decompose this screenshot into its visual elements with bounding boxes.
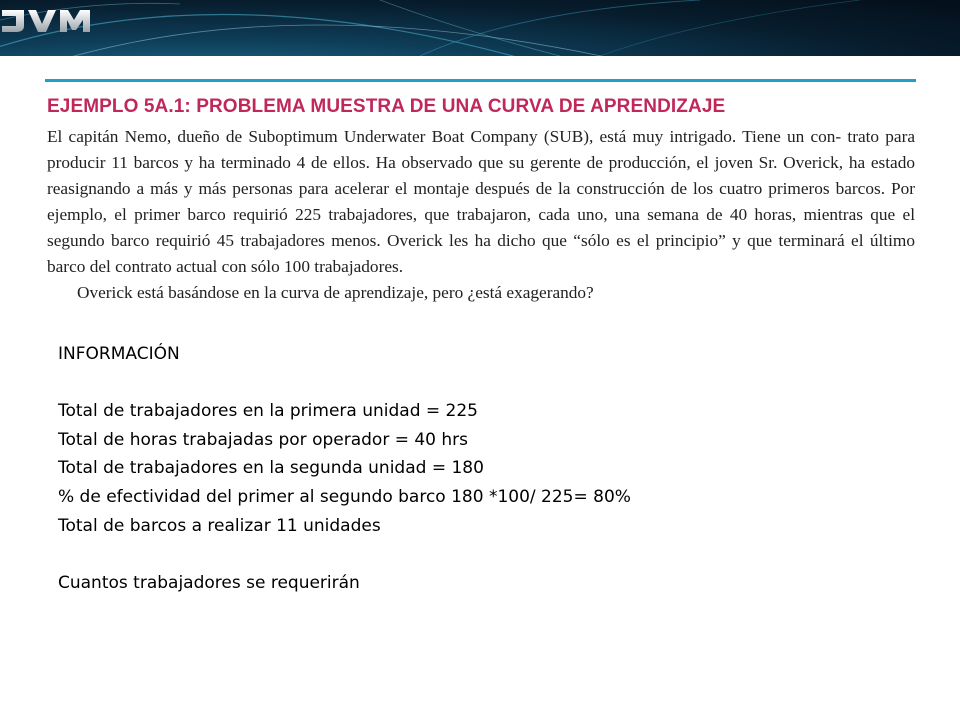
example-title: EJEMPLO 5A.1: PROBLEMA MUESTRA DE UNA CURVA DE APRENDIZAJE bbox=[47, 96, 726, 117]
example-question: Overick está basándose en la curva de aprendizaje, pero ¿está exagerando? bbox=[77, 283, 594, 302]
header-banner bbox=[0, 0, 960, 56]
spacer bbox=[58, 369, 631, 398]
info-line: Total de horas trabajadas por operador = 40 hrs bbox=[58, 429, 469, 450]
info-block bbox=[58, 340, 631, 597]
info-line: Total de trabajadores en la primera unidad = 225 bbox=[58, 401, 478, 422]
info-line: Total de barcos a realizar 11 unidades bbox=[58, 515, 381, 536]
info-heading: INFORMACIÓN bbox=[58, 344, 180, 364]
jvm-logo-icon bbox=[0, 0, 92, 34]
accent-rule bbox=[45, 79, 916, 82]
info-line: % de efectividad del primer al segundo barco 180 *100/ 225= 80% bbox=[58, 486, 631, 507]
example-paragraph: El capitán Nemo, dueño de Suboptimum Underwater Boat Company (SUB), está muy intrigado. Tiene un con- trato para producir 11 barcos y ha terminado 4 de ellos. Ha observado que su gerente de producción, el joven Sr. Overick, ha estado reasignando a más y más personas para acelerar el montaje después de la construcción de los cuatro primeros barcos. Por ejemplo, el primer barco requirió 225 trabajadores, que trabajaron, cada uno, una semana de 40 horas, mientras que el segundo barco requirió 45 trabajadores menos. Overick les ha dicho que “sólo es el principio” y que terminará el último barco del contrato actual con sólo 100 trabajadores. bbox=[47, 127, 915, 276]
banner-decoration bbox=[0, 0, 960, 56]
example-body bbox=[47, 124, 915, 306]
spacer bbox=[58, 540, 631, 569]
info-line: Total de trabajadores en la segunda unidad = 180 bbox=[58, 458, 484, 479]
info-question: Cuantos trabajadores se requerirán bbox=[58, 572, 360, 593]
